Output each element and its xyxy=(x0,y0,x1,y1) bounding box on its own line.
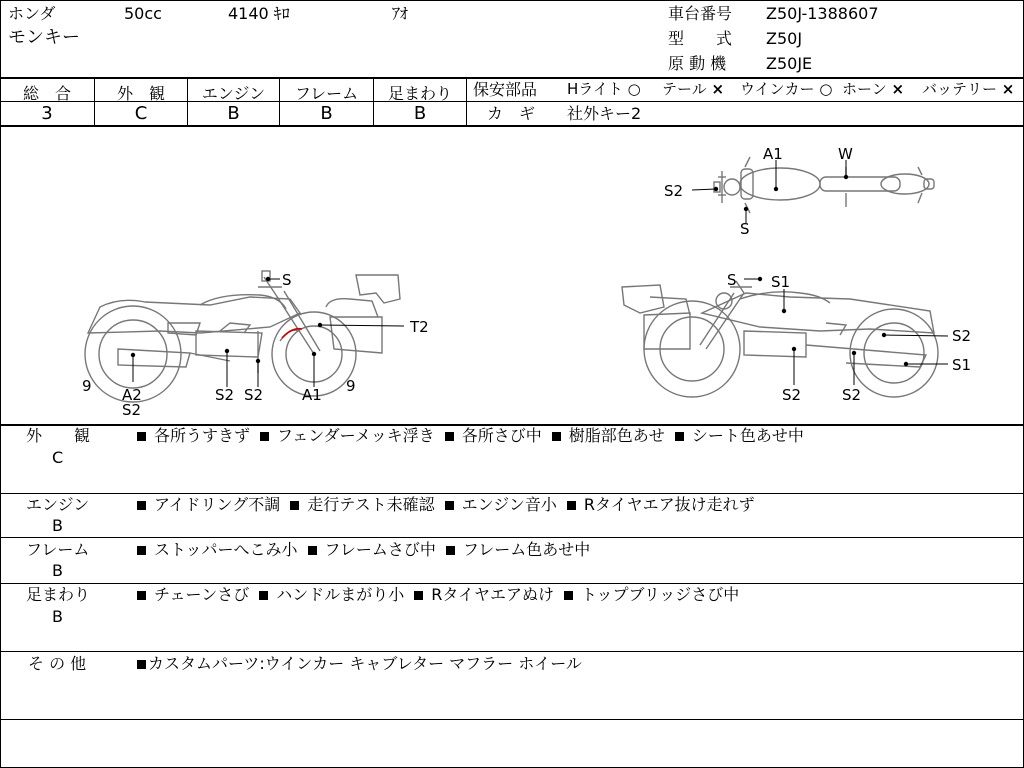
remark-item: 各所さび中 xyxy=(445,428,542,444)
damage-diagram xyxy=(0,127,1024,423)
bullet-square-icon xyxy=(446,546,455,555)
remark-item: 各所うすきず xyxy=(137,428,250,444)
label-left-a1: A1 xyxy=(302,386,322,404)
bullet-square-icon xyxy=(308,546,317,555)
score-suspension: B xyxy=(413,103,427,124)
frame-no: Z50J-1388607 xyxy=(766,4,879,23)
remark-items-frame xyxy=(137,542,600,558)
label-left-t2: T2 xyxy=(410,318,429,336)
mileage: 4140 ｷﾛ xyxy=(228,4,290,23)
displacement: 50cc xyxy=(124,4,162,23)
remark-item: 走行テスト未確認 xyxy=(290,497,434,513)
remark-title-suspension: 足まわり xyxy=(26,585,91,604)
remark-grade-engine: B xyxy=(52,516,63,535)
bullet-square-icon xyxy=(260,432,269,441)
label-left-s2a: S2 xyxy=(215,386,235,404)
remarks-divider xyxy=(0,651,1024,652)
color: ｱｵ xyxy=(392,4,409,23)
label-left-nine-front: 9 xyxy=(346,377,356,395)
safety-item-headlight: Hライト ○ xyxy=(567,80,641,98)
bullet-square-icon xyxy=(137,591,146,600)
remark-title-appearance: 外 観 xyxy=(26,426,91,445)
safety-item-horn: ホーン × xyxy=(842,80,905,98)
remark-other-text: カスタムパーツ:ウインカー キャブレター マフラー ホイール xyxy=(148,654,582,673)
bullet-square-icon xyxy=(675,432,684,441)
bullet-square-icon xyxy=(290,501,299,510)
label-top-s2: S2 xyxy=(664,182,684,200)
bike-right-view xyxy=(622,281,938,397)
score-header-engine: エンジン xyxy=(201,84,266,103)
remarks-divider xyxy=(0,719,1024,720)
score-engine: B xyxy=(227,103,240,124)
type-label: 型 式 xyxy=(668,29,733,48)
label-right-s1: S1 xyxy=(952,356,972,374)
remark-grade-appearance: C xyxy=(52,448,64,467)
label-right-s1-top: S1 xyxy=(771,273,791,291)
remark-item: エンジン音小 xyxy=(445,497,557,513)
remark-items-engine xyxy=(137,497,765,513)
score-total: 3 xyxy=(41,103,53,124)
remark-item: アイドリング不調 xyxy=(137,497,280,513)
remark-item: フレーム色あせ中 xyxy=(446,542,590,558)
bullet-square-icon xyxy=(445,432,454,441)
remark-item: トップブリッジさび中 xyxy=(564,587,739,603)
bullet-square-icon xyxy=(259,591,268,600)
bike-top-view xyxy=(714,157,934,213)
frame-no-label: 車台番号 xyxy=(668,4,733,23)
damage-points xyxy=(131,175,908,366)
safety-mid xyxy=(467,101,1024,102)
label-left-nine-rear: 9 xyxy=(82,377,92,395)
safety-item-tail: テール × xyxy=(662,80,725,98)
label-left-a2: A2 xyxy=(122,386,142,404)
remark-item: フレームさび中 xyxy=(308,542,436,558)
remark-item: シート色あせ中 xyxy=(675,428,804,444)
remark-title-engine: エンジン xyxy=(26,495,90,514)
score-frame: B xyxy=(320,103,333,124)
bullet-square-icon xyxy=(445,501,454,510)
status-cross-icon: × xyxy=(1001,80,1015,98)
remark-title-other: そ の 他 xyxy=(28,654,87,673)
key-value: 社外キー2 xyxy=(567,104,642,123)
maker: ホンダ xyxy=(8,4,56,23)
label-top-w: W xyxy=(838,145,853,163)
remarks-divider xyxy=(0,493,1024,494)
bullet-square-icon xyxy=(564,591,573,600)
remark-title-frame: フレーム xyxy=(26,540,90,559)
status-cross-icon: × xyxy=(891,80,905,98)
label-right-s2a: S2 xyxy=(782,386,802,404)
remark-item: フェンダーメッキ浮き xyxy=(260,428,435,444)
label-left-s2b: S2 xyxy=(244,386,264,404)
score-header-frame: フレーム xyxy=(294,84,359,103)
label-right-s: S xyxy=(727,271,737,289)
status-cross-icon: × xyxy=(711,80,725,98)
key-label: カ ギ xyxy=(487,104,536,123)
engine-label: 原 動 機 xyxy=(668,54,727,73)
remark-items-suspension xyxy=(137,587,749,603)
score-divider xyxy=(466,78,467,126)
remark-item: チェーンさび xyxy=(137,587,249,603)
remark-item: ストッパーへこみ小 xyxy=(137,542,298,558)
score-table-top xyxy=(0,77,1024,79)
label-right-s2b: S2 xyxy=(842,386,862,404)
bullet-square-icon xyxy=(137,546,146,555)
status-circle-icon: ○ xyxy=(819,80,833,98)
remark-item: Rタイヤエア抜け走れず xyxy=(567,497,755,513)
model-name: モンキー xyxy=(8,27,80,48)
remark-item: ハンドルまがり小 xyxy=(259,587,404,603)
safety-item-winker: ウインカー ○ xyxy=(740,80,833,98)
bullet-square-icon xyxy=(414,591,423,600)
bullet-square-icon xyxy=(552,432,561,441)
remark-item: Rタイヤエアぬけ xyxy=(414,587,554,603)
remark-other xyxy=(137,656,582,672)
score-header-appearance: 外 観 xyxy=(116,84,165,103)
label-left-s: S xyxy=(282,271,292,289)
bullet-square-icon xyxy=(137,432,146,441)
safety-label: 保安部品 xyxy=(473,80,538,99)
bullet-square-icon xyxy=(137,501,146,510)
remark-grade-frame: B xyxy=(52,561,63,580)
score-header-total: 総 合 xyxy=(22,84,71,103)
bullet-square-icon xyxy=(137,660,146,669)
label-top-s: S xyxy=(740,220,750,238)
score-header-suspension: 足まわり xyxy=(387,84,452,103)
bullet-square-icon xyxy=(567,501,576,510)
type-value: Z50J xyxy=(766,29,803,48)
remarks-divider xyxy=(0,583,1024,584)
safety-item-battery: バッテリー × xyxy=(922,80,1015,98)
remark-grade-suspension: B xyxy=(52,607,63,626)
status-circle-icon: ○ xyxy=(627,80,641,98)
engine-value: Z50JE xyxy=(766,54,813,73)
score-appearance: C xyxy=(134,103,148,124)
remarks-divider xyxy=(0,537,1024,538)
remark-item: 樹脂部色あせ xyxy=(552,428,665,444)
remark-items-appearance xyxy=(137,428,814,444)
label-top-a1: A1 xyxy=(763,145,783,163)
label-left-s2-under: S2 xyxy=(122,401,142,419)
label-right-s2: S2 xyxy=(952,327,972,345)
